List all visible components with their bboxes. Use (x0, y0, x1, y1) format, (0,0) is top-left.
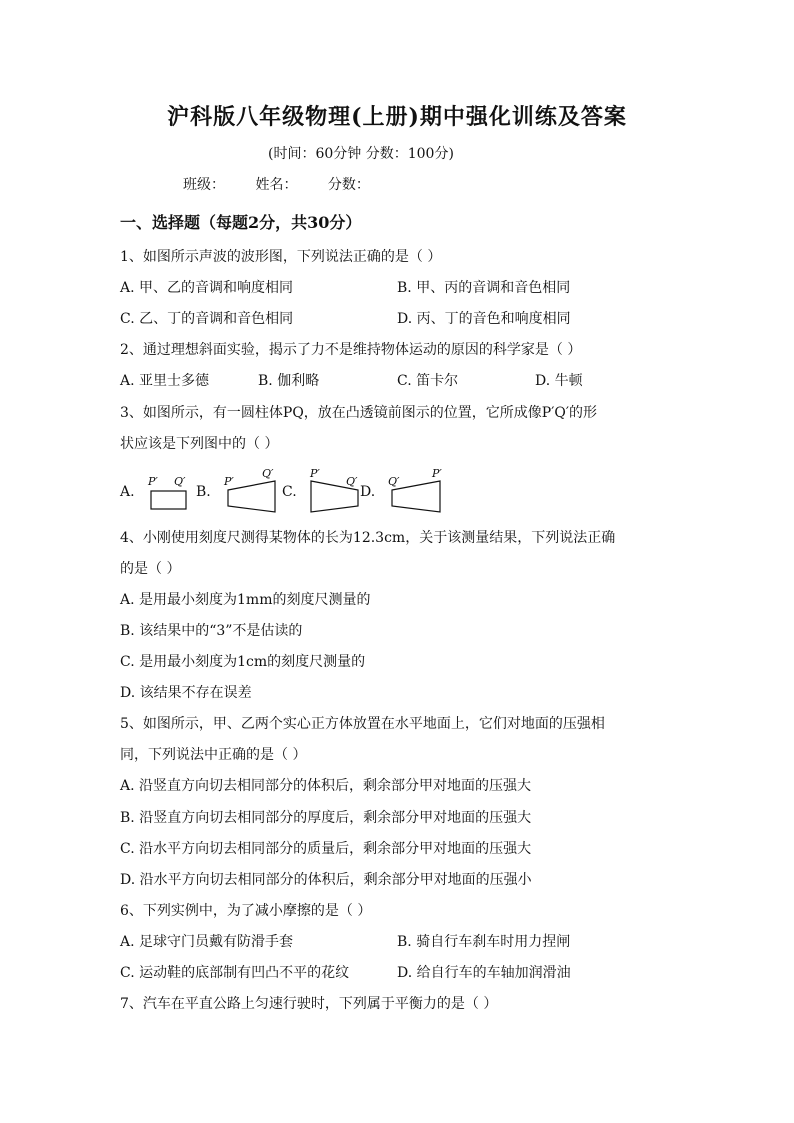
q5-option-b: B. 沿竖直方向切去相同部分的厚度后，剩余部分甲对地面的压强大 (120, 810, 532, 826)
q2-option-b: B. 伽利略 (258, 373, 320, 389)
student-info-line (183, 174, 396, 194)
class-label: 班级： (183, 177, 225, 193)
q3-option-a-label: A. (120, 484, 135, 500)
q3-figure-a (146, 474, 192, 518)
q3-option-c-label: C. (282, 484, 297, 500)
image-trapezoid-shape (228, 481, 275, 512)
q1-option-a: A. 甲、乙的音调和响度相同 (120, 280, 294, 296)
q1-option-b: B. 甲、丙的音调和音色相同 (397, 280, 571, 296)
q1-option-d: D. 丙、丁的音色和响度相同 (397, 311, 571, 327)
q3-stem-line1: 3、如图所示，有一圆柱体PQ，放在凸透镜前图示的位置，它所成像P′Q′的形 (120, 405, 598, 421)
q3-figure-d (384, 466, 446, 520)
q6-option-c: C. 运动鞋的底部制有凹凸不平的花纹 (120, 965, 350, 981)
p-prime-label: P′ (310, 467, 320, 480)
q5-stem-line2: 同，下列说法中正确的是（ ） (120, 747, 307, 763)
page-title: 沪科版八年级物理(上册)期中强化训练及答案 (167, 104, 627, 130)
q6-option-b: B. 骑自行车刹车时用力捏闸 (397, 934, 571, 950)
p-prime-label: P′ (148, 475, 158, 488)
q3-option-d-label: D. (360, 484, 376, 500)
q5-stem-line1: 5、如图所示，甲、乙两个实心正方体放置在水平地面上，它们对地面的压强相 (120, 716, 605, 732)
exam-time-score: (时间：60分钟 分数：100分) (268, 146, 454, 162)
q6-option-a: A. 足球守门员戴有防滑手套 (120, 934, 294, 950)
q2-stem: 2、通过理想斜面实验，揭示了力不是维持物体运动的原因的科学家是（ ） (120, 342, 582, 358)
q-prime-label: Q′ (174, 475, 186, 488)
q5-option-a: A. 沿竖直方向切去相同部分的体积后，剩余部分甲对地面的压强大 (120, 778, 532, 794)
q1-stem: 1、如图所示声波的波形图，下列说法正确的是（ ） (120, 249, 442, 265)
q-prime-label: Q′ (388, 475, 400, 488)
q5-option-d: D. 沿水平方向切去相同部分的体积后，剩余部分甲对地面的压强小 (120, 872, 532, 888)
section-heading: 一、选择题（每题2分，共30分） (120, 213, 362, 232)
q3-stem-line2: 状应该是下列图中的（ ） (120, 436, 279, 452)
q3-figure-c (306, 466, 364, 520)
q2-option-d: D. 牛顿 (535, 373, 583, 389)
name-label: 姓名： (255, 177, 298, 193)
q4-option-a: A. 是用最小刻度为1mm的刻度尺测量的 (120, 592, 371, 608)
q2-option-a: A. 亚里士多德 (120, 373, 210, 389)
p-prime-label: P′ (224, 475, 234, 488)
q4-stem-line2: 的是（ ） (120, 561, 181, 577)
q-prime-label: Q′ (346, 475, 358, 488)
q2-option-c: C. 笛卡尔 (397, 373, 459, 389)
p-prime-label: P′ (432, 467, 442, 480)
score-label: 分数： (327, 177, 370, 193)
q7-stem: 7、汽车在平直公路上匀速行驶时，下列属于平衡力的是（ ） (120, 996, 498, 1012)
q-prime-label: Q′ (262, 467, 274, 480)
q4-option-d: D. 该结果不存在误差 (120, 685, 252, 701)
q6-option-d: D. 给自行车的车轴加润滑油 (397, 965, 571, 981)
q4-option-b: B. 该结果中的“3”不是估读的 (120, 623, 303, 639)
q1-option-c: C. 乙、丁的音调和音色相同 (120, 311, 294, 327)
q3-figure-b (220, 466, 282, 520)
q4-stem-line1: 4、小刚使用刻度尺测得某物体的长为12.3cm，关于该测量结果，下列说法正确 (120, 530, 616, 546)
q3-option-b-label: B. (196, 484, 211, 500)
q6-stem: 6、下列实例中，为了减小摩擦的是（ ） (120, 903, 372, 919)
q5-option-c: C. 沿水平方向切去相同部分的质量后，剩余部分甲对地面的压强大 (120, 841, 532, 857)
q4-option-c: C. 是用最小刻度为1cm的刻度尺测量的 (120, 654, 366, 670)
image-rectangle-shape (151, 491, 186, 509)
